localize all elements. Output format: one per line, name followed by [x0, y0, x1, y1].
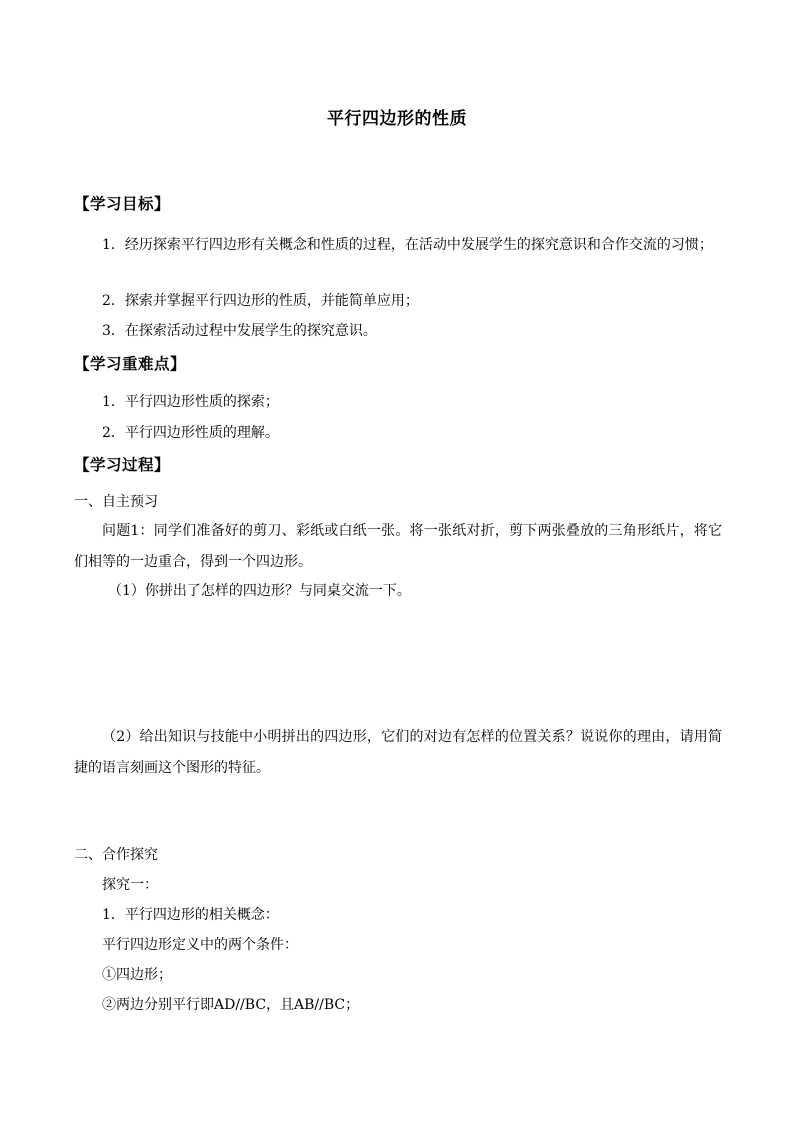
- page-title: 平行四边形的性质: [327, 109, 467, 129]
- key-points-heading: 【学习重难点】: [74, 354, 187, 373]
- goal-item-1: 1．经历探索平行四边形有关概念和性质的过程，在活动中发展学生的探究意识和合作交流的习惯；: [102, 237, 713, 253]
- key-point-item-2: 2．平行四边形性质的理解。: [102, 425, 279, 441]
- question-1-sub-2: （2）给出知识与技能中小明拼出的四边形，它们的对边有怎样的位置关系？说说你的理由，请用简捷的语言刻画这个图形的特征。: [74, 729, 722, 776]
- question-1-sub-1: （1）你拼出了怎样的四边形？与同桌交流一下。: [108, 583, 411, 599]
- goals-heading: 【学习目标】: [74, 194, 171, 213]
- part2-title: 二、合作探究: [74, 847, 158, 863]
- goal-item-3: 3．在探索活动过程中发展学生的探究意识。: [102, 323, 377, 339]
- process-heading: 【学习过程】: [74, 455, 171, 474]
- part1-title: 一、自主预习: [74, 494, 158, 510]
- goal-item-2: 2．探索并掌握平行四边形的性质，并能简单应用；: [102, 293, 419, 309]
- conditions-line: 平行四边形定义中的两个条件：: [102, 937, 298, 953]
- condition-2: ②两边分别平行即AD//BC，且AB//BC；: [102, 997, 360, 1013]
- concept-line: 1．平行四边形的相关概念：: [102, 907, 279, 923]
- question-1: 问题1：同学们准备好的剪刀、彩纸或白纸一张。将一张纸对折，剪下两张叠放的三角形纸片，将它们相等的一边重合，得到一个四边形。: [74, 523, 722, 570]
- condition-1: ①四边形；: [102, 967, 172, 983]
- key-point-item-1: 1．平行四边形性质的探索；: [102, 394, 279, 410]
- explore-1-label: 探究一：: [102, 877, 158, 893]
